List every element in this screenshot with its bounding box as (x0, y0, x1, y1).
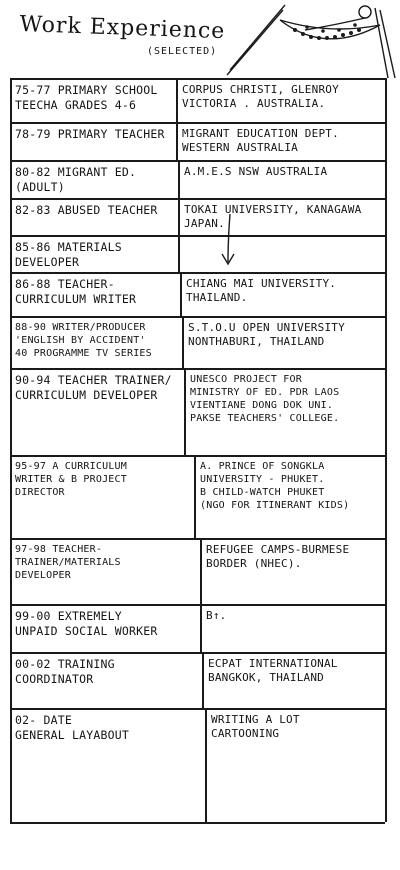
role-cell (15, 83, 173, 113)
column-divider (202, 652, 204, 708)
years-label: 02- (15, 713, 44, 727)
role-label: WRITER/PRODUCER 'ENGLISH BY ACCIDENT' 40 PROGRAMME TV SERIES (15, 322, 152, 359)
column-divider (200, 604, 202, 652)
place-cell: A.M.E.S NSW AUSTRALIA (184, 165, 328, 178)
row-divider (10, 272, 385, 274)
row-divider (10, 78, 385, 80)
role-label: A CURRICULUM WRITER & B PROJECT DIRECTOR (15, 461, 127, 498)
role-label: MIGRANT ED. (ADULT) (15, 165, 137, 194)
years-label: 99-00 (15, 609, 58, 623)
table-right-border (385, 78, 387, 822)
role-label: ABUSED TEACHER (57, 203, 158, 217)
years-label: 80-82 (15, 165, 58, 179)
row-divider (10, 160, 385, 162)
place-cell: UNESCO PROJECT FOR MINISTRY OF ED. PDR LAOS VIENTIANE DONG DOK UNI. PAKSE TEACHERS' COLLEGE. (190, 374, 340, 424)
role-cell (15, 240, 175, 270)
row-divider (10, 822, 385, 824)
place-cell: CORPUS CHRISTI, GLENROY VICTORIA . AUSTRALIA. (182, 83, 339, 111)
column-divider (178, 160, 180, 198)
role-cell (15, 543, 197, 582)
years-label: 00-02 (15, 657, 58, 671)
role-label: MATERIALS DEVELOPER (15, 240, 122, 269)
role-cell (15, 373, 181, 403)
table-left-border (10, 78, 12, 822)
column-divider (184, 368, 186, 455)
row-divider (10, 122, 385, 124)
place-cell: MIGRANT EDUCATION DEPT. WESTERN AUSTRALIA (182, 127, 339, 155)
role-cell (15, 127, 173, 142)
role-cell (15, 460, 191, 499)
years-label: 88-90 (15, 322, 53, 333)
down-arrow-icon (216, 212, 246, 272)
role-cell (15, 713, 202, 743)
role-cell (15, 321, 179, 360)
years-label: 85-86 (15, 240, 58, 254)
column-divider (176, 78, 178, 122)
column-divider (176, 122, 178, 160)
years-label: 95-97 (15, 461, 53, 472)
row-divider (10, 316, 385, 318)
role-cell (15, 203, 175, 218)
place-cell: REFUGEE CAMPS-BURMESE BORDER (NHEC). (206, 543, 350, 571)
years-label: 90-94 (15, 373, 58, 387)
role-cell (15, 609, 197, 639)
column-divider (178, 198, 180, 235)
place-cell: B↑. (206, 609, 227, 622)
row-divider (10, 235, 385, 237)
role-label: EXTREMELY UNPAID SOCIAL WORKER (15, 609, 158, 638)
role-label: DATE GENERAL LAYABOUT (15, 713, 129, 742)
place-cell: S.T.O.U OPEN UNIVERSITY NONTHABURI, THAILAND (188, 321, 345, 349)
place-cell: CHIANG MAI UNIVERSITY. THAILAND. (186, 277, 337, 305)
years-label: 97-98 (15, 544, 53, 555)
years-label: 86-88 (15, 277, 58, 291)
role-label: PRIMARY TEACHER (57, 127, 165, 141)
place-cell: WRITING A LOT CARTOONING (211, 713, 300, 741)
role-cell (15, 657, 199, 687)
hammock-illustration (225, 0, 400, 80)
role-cell (15, 165, 175, 195)
row-divider (10, 455, 385, 457)
role-cell (15, 277, 177, 307)
years-label: 78-79 (15, 127, 58, 141)
years-label: 75-77 (15, 83, 58, 97)
role-label: TEACHER TRAINER/ CURRICULUM DEVELOPER (15, 373, 172, 402)
row-divider (10, 538, 385, 540)
place-cell: A. PRINCE OF SONGKLA UNIVERSITY - PHUKET. B CHILD-WATCH PHUKET (NGO FOR ITINERANT KIDS) (200, 461, 350, 511)
page-title: Work Experience (19, 12, 226, 45)
role-label: TEACHER- CURRICULUM WRITER (15, 277, 137, 306)
column-divider (178, 235, 180, 272)
row-divider (10, 368, 385, 370)
row-divider (10, 708, 385, 710)
role-label: PRIMARY SCHOOL TEECHA GRADES 4-6 (15, 83, 158, 112)
years-label: 82-83 (15, 203, 58, 217)
place-cell: TOKAI UNIVERSITY, KANAGAWA JAPAN. (184, 203, 362, 231)
column-divider (200, 538, 202, 604)
row-divider (10, 652, 385, 654)
place-cell: ECPAT INTERNATIONAL BANGKOK, THAILAND (208, 657, 338, 685)
column-divider (180, 272, 182, 316)
role-label: TRAINING COORDINATOR (15, 657, 115, 686)
header (0, 0, 400, 80)
role-label: TEACHER- TRAINER/MATERIALS DEVELOPER (15, 544, 121, 581)
column-divider (205, 708, 207, 822)
column-divider (182, 316, 184, 368)
column-divider (194, 455, 196, 538)
row-divider (10, 198, 385, 200)
page-subtitle: (SELECTED) (147, 46, 218, 57)
row-divider (10, 604, 385, 606)
